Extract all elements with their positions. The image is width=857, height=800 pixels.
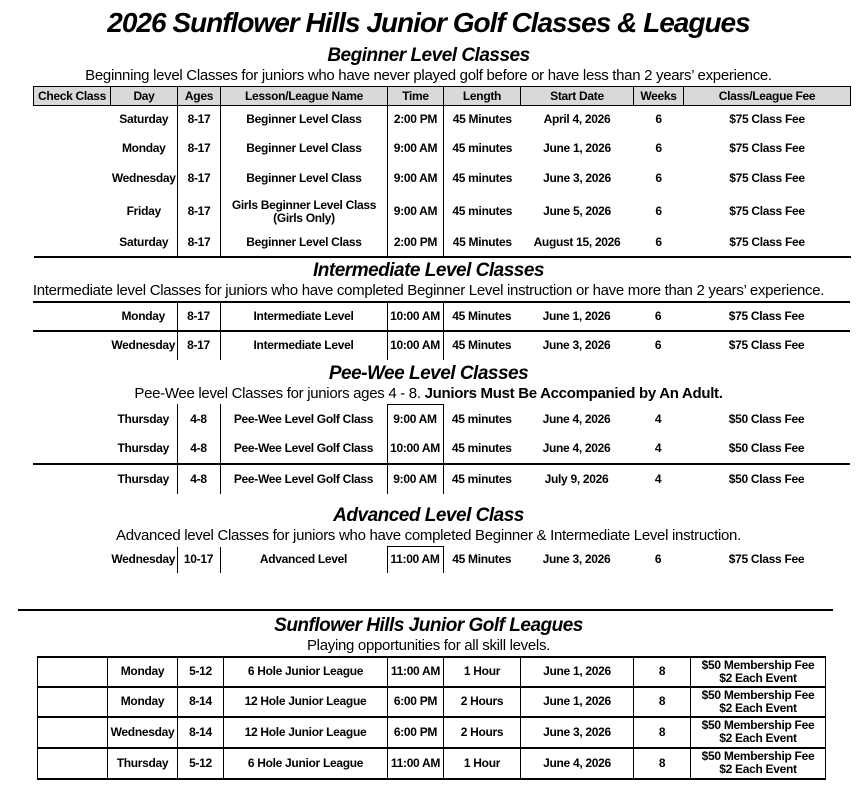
cell-ages: 8-14 [178, 687, 224, 717]
check-class-cell [33, 464, 110, 494]
check-class-cell [33, 434, 110, 464]
cell-ages: 8-17 [178, 134, 221, 164]
cell-lesson-name: Beginner Level Class [221, 106, 388, 134]
column-header-lesson-name: Lesson/League Name [221, 87, 388, 106]
cell-length: 45 Minutes [452, 112, 512, 127]
cell-start-date: June 1, 2026 [543, 141, 611, 155]
cell-weeks: 6 [654, 338, 662, 352]
table-row [33, 331, 850, 360]
check-class-cell [34, 106, 111, 134]
column-header-ages: Ages [178, 87, 221, 106]
table-row [34, 164, 851, 194]
cell-ages: 8-17 [178, 106, 221, 134]
advanced-class-table [33, 546, 850, 573]
column-header-check-class: Check Class [34, 87, 111, 106]
cell-start-date: April 4, 2026 [543, 112, 611, 127]
fee-line2: $2 Each Event [719, 762, 797, 776]
cell-weeks: 6 [655, 141, 662, 155]
check-class-cell [34, 134, 111, 164]
cell-fee: $75 Class Fee [729, 235, 805, 249]
table-row [33, 464, 850, 494]
cell-ages: 5-12 [178, 748, 224, 779]
cell-ages: 8-14 [178, 717, 224, 748]
cell-weeks: 6 [655, 171, 662, 185]
cell-day: Thursday [110, 404, 177, 434]
table-row [34, 134, 851, 164]
fee-line1: $50 Membership Fee [701, 718, 815, 732]
section-description-peewee [0, 385, 857, 402]
section-description-intermediate: Intermediate level Classes for juniors who have completed Beginner Level instruction or have more than 2 years’ experience. [32, 281, 825, 299]
intermediate-classes-table [33, 301, 850, 360]
cell-time: 2:00 PM [388, 230, 444, 257]
fee-line1: $50 Membership Fee [701, 657, 815, 672]
cell-fee [691, 748, 826, 779]
cell-fee [691, 687, 826, 717]
cell-time: 10:00 AM [387, 302, 443, 331]
cell-time: 6:00 PM [388, 717, 444, 748]
cell-time: 9:00 AM [387, 404, 443, 434]
cell-length: 45 minutes [451, 411, 512, 426]
cell-lesson-name: 6 Hole Junior League [224, 657, 388, 687]
cell-day: Saturday [111, 230, 178, 257]
cell-lesson-name: Pee-Wee Level Golf Class [220, 464, 387, 494]
cell-day: Thursday [110, 434, 177, 464]
cell-fee: $75 Class Fee [728, 308, 805, 323]
cell-lesson-name: 6 Hole Junior League [224, 748, 388, 779]
column-header-time: Time [388, 87, 444, 106]
cell-day: Wednesday [110, 331, 177, 360]
cell-length: 45 Minutes [452, 338, 512, 352]
cell-start-date: June 1, 2026 [521, 657, 634, 687]
cell-fee: $75 Class Fee [729, 204, 805, 218]
cell-day: Wednesday [110, 547, 177, 573]
cell-lesson-name: Pee-Wee Level Golf Class [220, 434, 387, 464]
cell-day: Friday [111, 194, 178, 230]
cell-day: Monday [108, 687, 178, 717]
cell-ages: 8-17 [178, 194, 221, 230]
cell-lesson-name [221, 194, 388, 230]
cell-fee [691, 657, 826, 687]
cell-weeks: 8 [634, 748, 691, 779]
cell-time: 6:00 PM [388, 687, 444, 717]
check-class-cell [38, 717, 108, 748]
cell-start-date: June 4, 2026 [521, 748, 634, 779]
cell-lesson-name: Intermediate Level [220, 302, 387, 331]
check-class-cell [34, 230, 111, 257]
cell-ages: 8-17 [177, 331, 220, 360]
cell-weeks: 8 [634, 687, 691, 717]
check-class-cell [33, 302, 110, 331]
cell-length: 45 minutes [452, 204, 513, 218]
cell-fee [691, 717, 826, 748]
cell-time: 11:00 AM [388, 657, 444, 687]
fee-line2: $2 Each Event [719, 700, 797, 715]
cell-ages: 8-17 [178, 164, 221, 194]
cell-length: 1 Hour [444, 748, 521, 779]
cell-weeks: 6 [655, 204, 662, 218]
cell-lesson-name: Beginner Level Class [221, 230, 388, 257]
cell-start-date: June 3, 2026 [521, 717, 634, 748]
cell-fee: $75 Class Fee [729, 112, 805, 127]
fee-line2: $2 Each Event [719, 670, 797, 685]
cell-lesson-name: 12 Hole Junior League [224, 717, 388, 748]
cell-time: 9:00 AM [388, 164, 444, 194]
table-row [34, 194, 851, 230]
cell-ages: 5-12 [178, 657, 224, 687]
check-class-cell [33, 404, 110, 434]
cell-time: 10:00 AM [387, 331, 443, 360]
cell-day: Monday [111, 134, 178, 164]
cell-start-date: June 4, 2026 [542, 441, 611, 455]
cell-length: 1 Hour [444, 657, 521, 687]
section-heading-leagues: Sunflower Hills Junior Golf Leagues [274, 614, 583, 636]
cell-weeks: 6 [655, 112, 662, 127]
check-class-cell [34, 194, 111, 230]
cell-lesson-name: Advanced Level [220, 547, 387, 573]
cell-start-date: June 5, 2026 [543, 204, 611, 218]
cell-weeks: 8 [634, 717, 691, 748]
cell-start-date: June 3, 2026 [542, 338, 611, 352]
section-divider-line [18, 609, 833, 611]
cell-length: 45 Minutes [452, 552, 512, 566]
cell-ages: 4-8 [177, 404, 220, 434]
cell-weeks: 6 [654, 308, 662, 323]
table-row [33, 434, 850, 464]
cell-time: 2:00 PM [388, 106, 444, 134]
cell-lesson-name: Intermediate Level [220, 331, 387, 360]
column-header-weeks: Weeks [634, 87, 684, 106]
check-class-cell [34, 164, 111, 194]
fee-line1: $50 Membership Fee [701, 687, 815, 702]
cell-weeks: 6 [655, 235, 662, 249]
cell-start-date: June 4, 2026 [542, 411, 611, 426]
section-heading-advanced: Advanced Level Class [333, 505, 524, 526]
cell-length: 45 minutes [452, 141, 513, 155]
cell-fee: $50 Class Fee [728, 472, 805, 486]
page-title: 2026 Sunflower Hills Junior Golf Classes & Leagues [107, 7, 750, 38]
cell-weeks: 6 [654, 552, 662, 566]
section-heading-peewee: Pee-Wee Level Classes [328, 362, 529, 384]
cell-length: 2 Hours [444, 687, 521, 717]
cell-day: Wednesday [111, 164, 178, 194]
table-row [34, 230, 851, 257]
cell-start-date: June 1, 2026 [521, 687, 634, 717]
cell-ages: 4-8 [177, 464, 220, 494]
cell-fee: $75 Class Fee [729, 171, 805, 185]
cell-day: Thursday [110, 464, 177, 494]
cell-length: 45 minutes [452, 171, 513, 185]
cell-time: 11:00 AM [387, 547, 443, 573]
cell-lesson-name: Beginner Level Class [221, 134, 388, 164]
cell-time: 9:00 AM [388, 194, 444, 230]
cell-fee: $50 Class Fee [728, 411, 805, 426]
cell-day: Thursday [108, 748, 178, 779]
cell-length: 45 minutes [451, 472, 512, 486]
beginner-classes-table [33, 86, 851, 258]
table-row [33, 302, 850, 331]
section-description-leagues: Playing opportunities for all skill levels. [306, 636, 551, 654]
cell-ages: 8-17 [177, 302, 220, 331]
lesson-name-line2: (Girls Only) [273, 210, 335, 225]
table-row [38, 717, 826, 748]
cell-time: 9:00 AM [387, 464, 443, 494]
lesson-name-line1: Girls Beginner Level Class [231, 197, 377, 212]
cell-lesson-name: Beginner Level Class [221, 164, 388, 194]
cell-ages: 4-8 [177, 434, 220, 464]
cell-day: Monday [110, 302, 177, 331]
check-class-cell [38, 657, 108, 687]
cell-lesson-name: Pee-Wee Level Golf Class [220, 404, 387, 434]
cell-fee: $75 Class Fee [728, 338, 805, 352]
cell-day: Monday [108, 657, 178, 687]
peewee-description-normal: Pee-Wee level Classes for juniors ages 4 - 8. [134, 384, 425, 402]
table-row [38, 657, 826, 687]
cell-weeks: 8 [634, 657, 691, 687]
check-class-cell [33, 331, 110, 360]
cell-day: Wednesday [108, 717, 178, 748]
cell-start-date: June 1, 2026 [542, 308, 611, 323]
section-description-beginner: Beginning level Classes for juniors who have never played golf before or have less than 2 years’ experience. [85, 67, 772, 84]
check-class-cell [38, 687, 108, 717]
cell-fee: $50 Class Fee [728, 441, 805, 455]
fee-line1: $50 Membership Fee [701, 749, 815, 763]
column-header-start-date: Start Date [521, 87, 634, 106]
table-header-row [34, 87, 851, 106]
check-class-cell [33, 547, 110, 573]
cell-time: 9:00 AM [388, 134, 444, 164]
cell-start-date: June 3, 2026 [543, 171, 611, 185]
peewee-classes-table [33, 404, 850, 495]
cell-time: 11:00 AM [388, 748, 444, 779]
cell-length: 2 Hours [444, 717, 521, 748]
cell-start-date: July 9, 2026 [544, 472, 609, 486]
cell-ages: 8-17 [178, 230, 221, 257]
column-header-length: Length [444, 87, 521, 106]
peewee-description-bold: Juniors Must Be Accompanied by An Adult. [424, 384, 723, 402]
column-header-fee: Class/League Fee [684, 87, 851, 106]
cell-length: 45 Minutes [452, 235, 512, 249]
leagues-table [37, 656, 826, 780]
section-heading-beginner: Beginner Level Classes [327, 45, 530, 66]
column-header-day: Day [111, 87, 178, 106]
section-description-advanced: Advanced level Classes for juniors who have completed Beginner & Intermediate Level instruction. [116, 527, 741, 544]
table-row [33, 404, 850, 434]
check-class-cell [38, 748, 108, 779]
cell-weeks: 4 [654, 411, 662, 426]
cell-start-date: August 15, 2026 [533, 235, 621, 249]
cell-day: Saturday [111, 106, 178, 134]
table-row [38, 687, 826, 717]
cell-fee: $75 Class Fee [729, 141, 805, 155]
cell-lesson-name: 12 Hole Junior League [224, 687, 388, 717]
table-row [34, 106, 851, 134]
cell-length: 45 minutes [451, 441, 512, 455]
fee-line2: $2 Each Event [719, 731, 797, 745]
cell-start-date: June 3, 2026 [542, 552, 611, 566]
cell-weeks: 4 [654, 441, 662, 455]
cell-time: 10:00 AM [387, 434, 443, 464]
table-row [38, 748, 826, 779]
section-heading-intermediate: Intermediate Level Classes [313, 259, 544, 281]
cell-fee: $75 Class Fee [728, 552, 805, 566]
cell-ages: 10-17 [177, 547, 220, 573]
cell-length: 45 Minutes [452, 308, 512, 323]
cell-weeks: 4 [654, 472, 662, 486]
table-row [33, 547, 850, 573]
